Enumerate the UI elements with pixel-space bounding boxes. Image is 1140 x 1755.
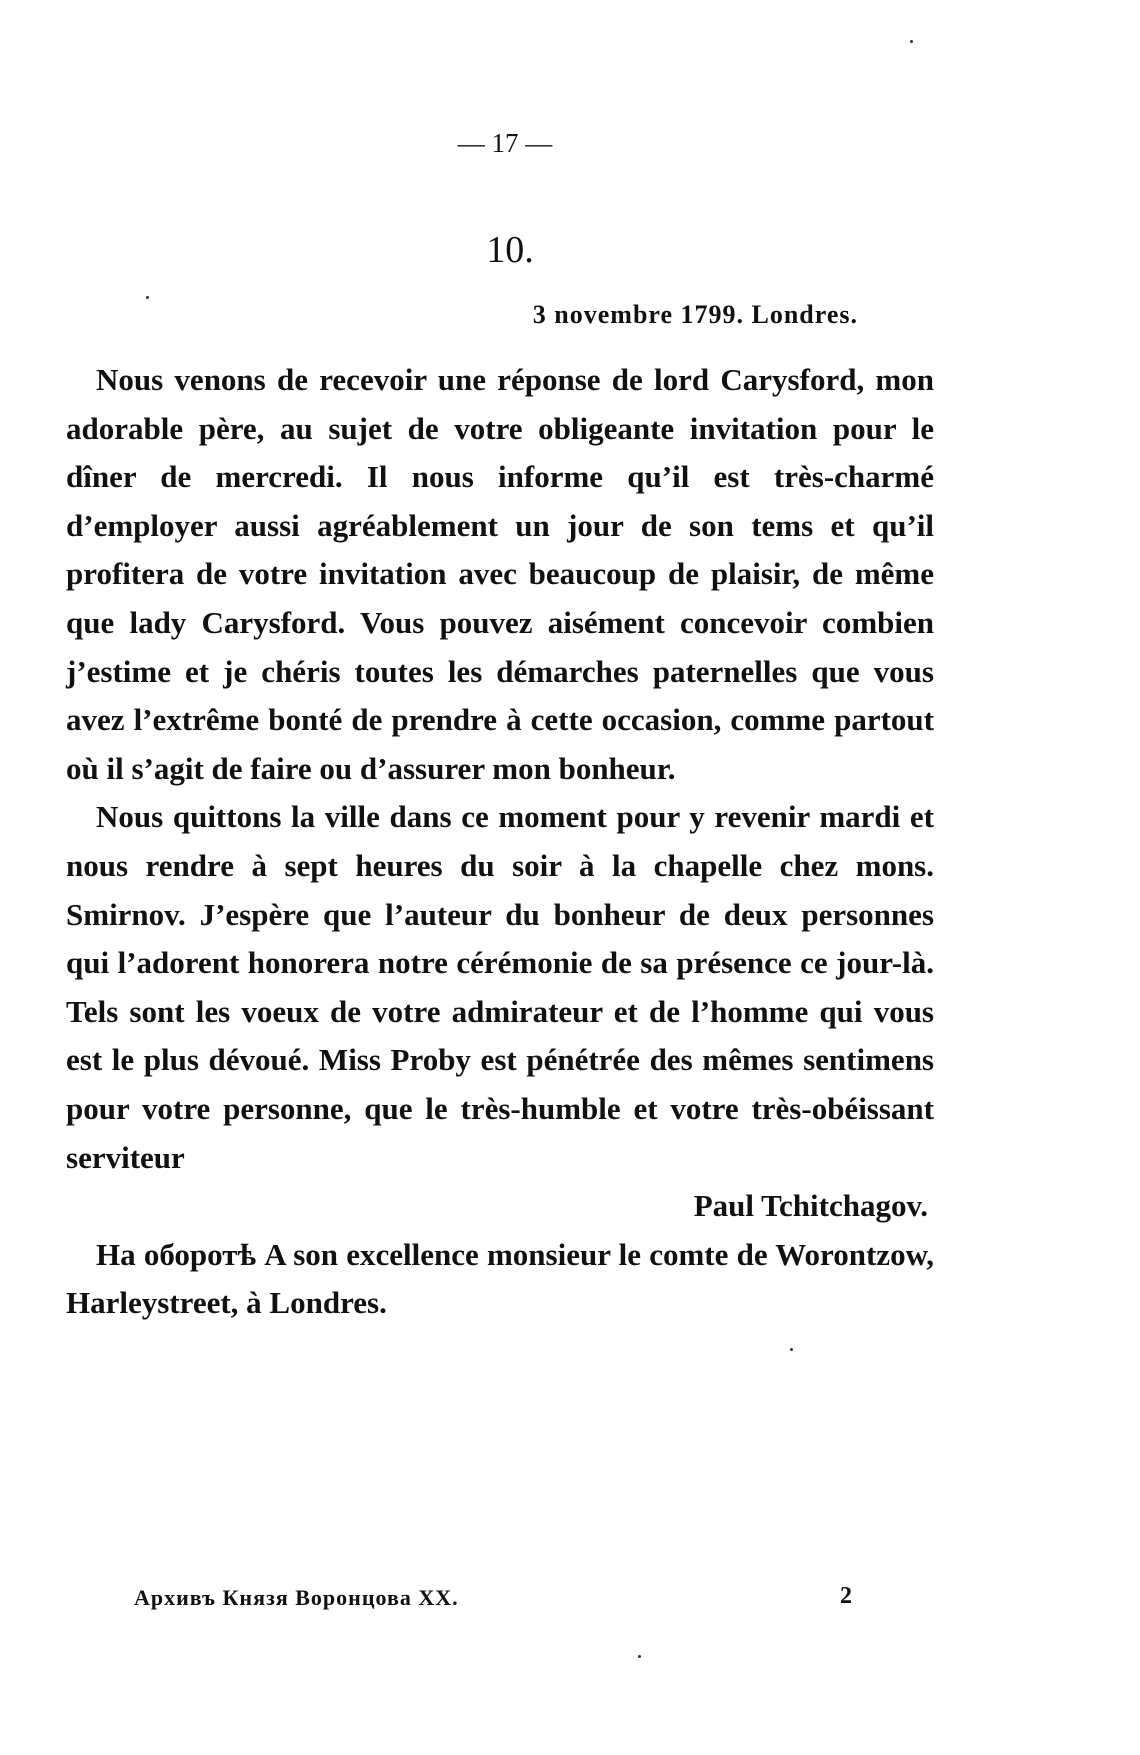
archive-title: Архивъ Князя Воронцова XX. [134, 1585, 459, 1610]
letter-body [66, 356, 934, 1328]
print-speck [790, 1348, 793, 1351]
signature-mark: 2 [840, 1583, 852, 1609]
page-number: — 17 — [457, 128, 553, 158]
print-speck [638, 1655, 641, 1658]
paragraph-1: Nous venons de recevoir une réponse de lord Carysford, mon adorable père, au sujet de votre obligeante invitation pour le dîner de mercredi. Il nous informe qu’il est très-charmé d’employer aussi agréablement un jour de son tems et qu’il profitera de votre invitation avec beaucoup de plaisir, de même que lady Carysford. Vous pouvez aisément concevoir combien j’estime et je chéris toutes les démarches paternelles que vous avez l’extrême bonté de prendre à cette occasion, comme partout où il s’agit de faire ou d’assurer mon bonheur. [66, 362, 934, 786]
print-speck [146, 296, 149, 299]
signature: Paul Tchitchagov. [693, 1188, 928, 1224]
paragraph-2: Nous quittons la ville dans ce moment pour y revenir mardi et nous rendre à sept heures du soir à la chapelle chez mons. Smirnov. J’espère que l’auteur du bonheur de deux personnes qui l’adorent honorera notre cérémonie de sa présence ce jour-là. Tels sont les voeux de votre admirateur et de l’homme qui vous est le plus dévoué. Miss Proby est pénétrée des mêmes sentimens pour votre personne, que le très-humble et votre très-obéissant serviteur [66, 799, 934, 1175]
letter-number: 10. [486, 229, 534, 271]
print-speck [910, 40, 913, 43]
reverse-note: На оборотѣ A son excellence monsieur le comte de Worontzow, Harleystreet, à Londres. [66, 1236, 934, 1321]
dateline: 3 novembre 1799. Londres. [532, 300, 858, 329]
